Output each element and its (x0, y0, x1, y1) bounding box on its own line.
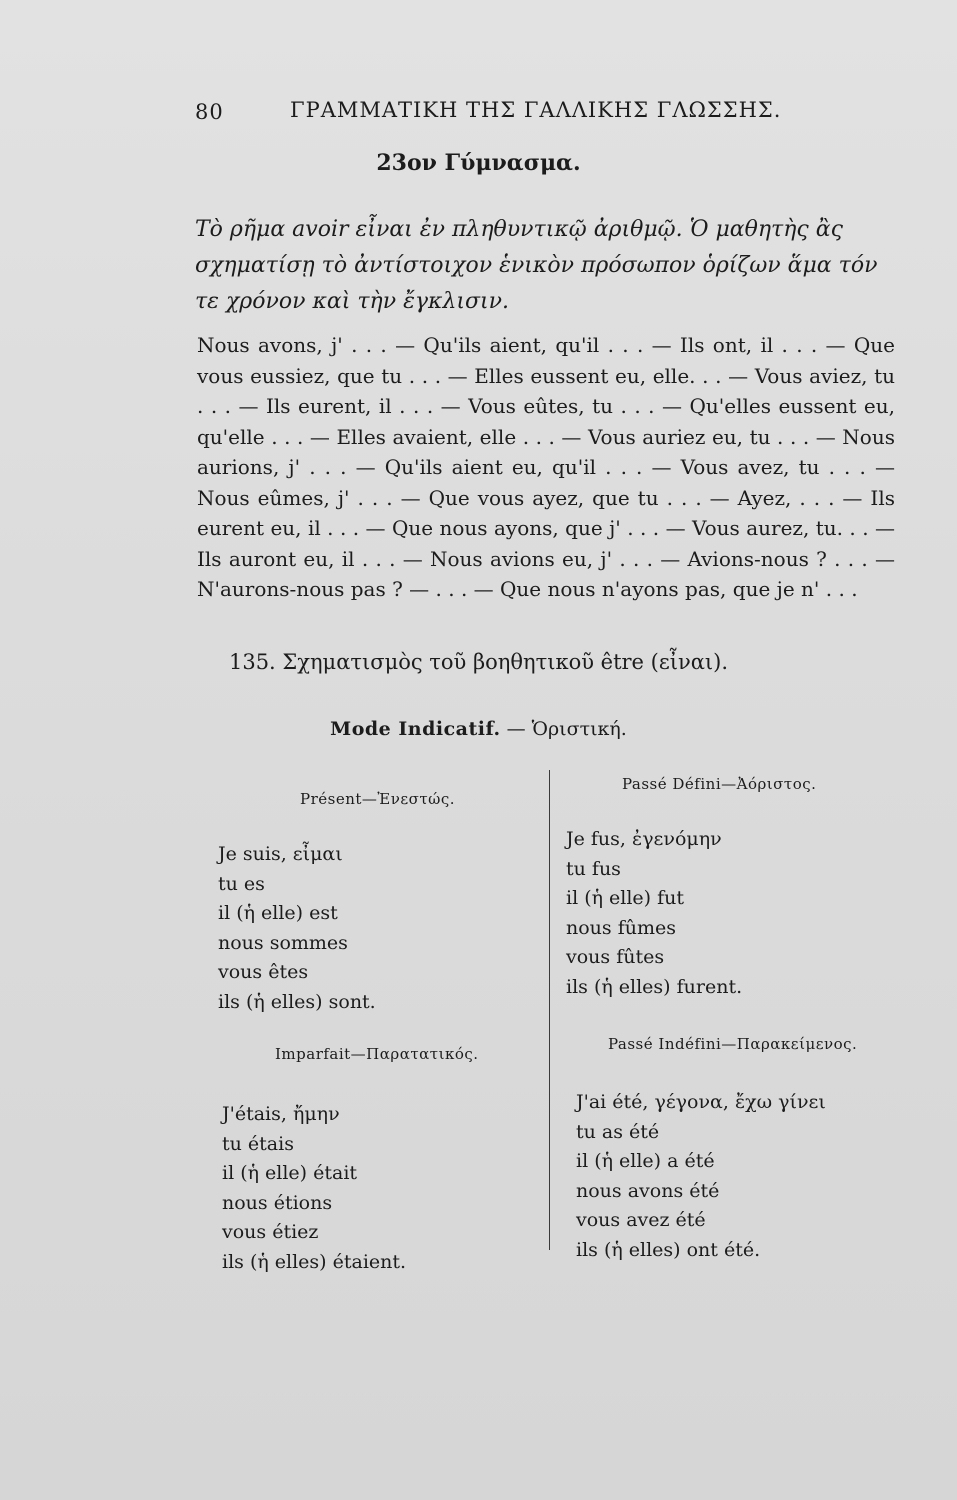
form-line: ils (ἡ elles) étaient. (222, 1250, 407, 1273)
conjugation-passe-indefini (576, 1088, 826, 1265)
form-line: vous fûtes (566, 946, 665, 968)
mode-heading (0, 718, 957, 740)
conjugation-imparfait (222, 1100, 406, 1277)
form-line: nous avons été (576, 1179, 720, 1202)
form-line: Je fus, ἐγενόμην (566, 828, 722, 850)
exercise-instruction: Τὸ ρῆμα avoir εἶναι ἐν πληθυντικῷ ἀριθμῷ. Ὁ μαθητὴς ἂς σχηματίσῃ τὸ ἀντίστοιχον ἑνικὸν πρόσωπον ὁρίζων ἅμα τόν τε χρόνον καὶ τὴν ἔγκλισιν. (195, 217, 878, 314)
form-line: il (ἡ elle) fut (566, 887, 685, 909)
form-line: nous étions (222, 1191, 333, 1214)
exercise-text: Nous avons, j' . . . — Qu'ils aient, qu'il . . . — Ils ont, il . . . — Que vous eussiez, que tu . . . — Elles eussent eu, elle. . . — Vous aviez, tu . . . — Ils eurent, il . . . — Vous eûtes, tu . . . — Qu'elles eussent eu, qu'elle . . . — Elles avaient, elle . . . — Vous auriez eu, tu . . . — Nous aurions, j' . . . — Qu'ils aient eu, qu'il . . . — Vous avez, tu . . . — Nous eûmes, j' . . . — Que vous ayez, que tu . . . — Ayez, . . . — Ils eurent eu, il . . . — Que nous ayons, que j' . . . — Vous aurez, tu. . . — Ils auront eu, il . . . — Nous avions eu, j' . . . — Avions-nous ? . . . — N'aurons-nous pas ? — . . . — Que nous n'ayons pas, que je n' . . . (197, 333, 895, 601)
tense-title-imparfait: Imparfait—Παρατατικός. (275, 1045, 479, 1063)
form-line: il (ἡ elle) est (218, 902, 338, 924)
page-number: 80 (195, 100, 224, 124)
form-line: J'étais, ἤμην (222, 1103, 340, 1125)
tense-title-passe-defini: Passé Défini—Ἀόριστος. (622, 775, 817, 793)
running-title: ΓΡΑΜΜΑΤΙΚΗ ΤΗΣ ΓΑΛΛΙΚΗΣ ΓΛΩΣΣΗΣ. (290, 98, 782, 122)
form-line: vous étiez (222, 1221, 319, 1243)
form-line: tu étais (222, 1132, 294, 1155)
section-title: 135. Σχηματισμὸς τοῦ βοηθητικοῦ être (εἶναι). (228, 650, 729, 674)
form-line: ils (ἡ elles) sont. (218, 990, 376, 1013)
form-line: tu fus (566, 857, 621, 880)
tense-title-passe-indefini: Passé Indéfini—Παρακείμενος. (608, 1035, 858, 1053)
form-line: J'ai été, γέγονα, ἔχω γίνει (576, 1091, 826, 1113)
form-line: vous avez été (576, 1209, 706, 1231)
form-line: nous fûmes (566, 916, 676, 939)
column-divider (549, 770, 550, 1250)
form-line: il (ἡ elle) a été (576, 1150, 715, 1172)
form-line: ils (ἡ elles) furent. (566, 975, 743, 998)
form-line: vous êtes (218, 961, 309, 983)
form-line: tu as été (576, 1120, 660, 1143)
form-line: il (ἡ elle) était (222, 1162, 358, 1184)
tense-title-present: Présent—Ἐνεστώς. (300, 790, 456, 808)
mode-greek: — Ὁριστική. (506, 718, 627, 740)
form-line: Je suis, εἶμαι (218, 843, 343, 865)
conjugation-present (218, 840, 376, 1017)
form-line: nous sommes (218, 931, 348, 954)
form-line: tu es (218, 872, 265, 895)
mode-french: Mode Indicatif. (330, 718, 501, 740)
form-line: ils (ἡ elles) ont été. (576, 1238, 761, 1261)
exercise-heading: 23ον Γύμνασμα. (376, 150, 581, 176)
conjugation-passe-defini (566, 825, 742, 1002)
